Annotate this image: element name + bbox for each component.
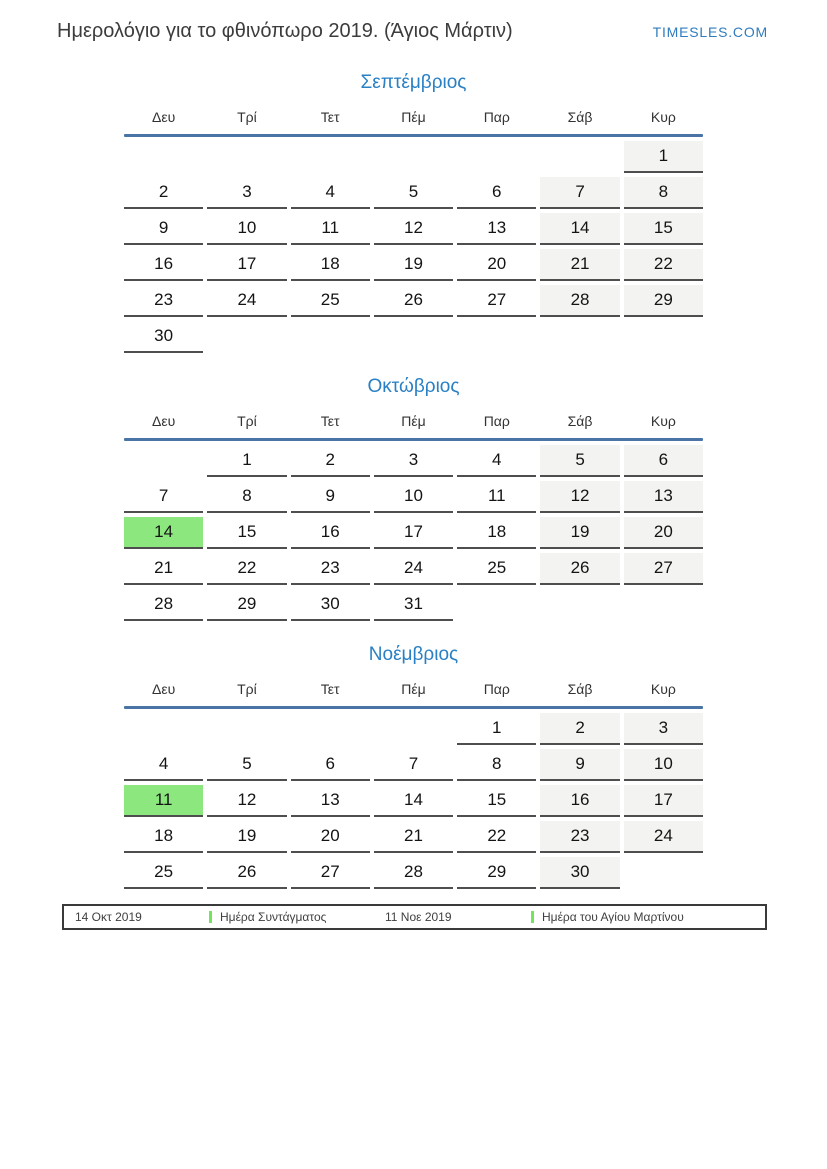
month-2: [124, 375, 703, 621]
day-cell: 26: [207, 857, 286, 889]
week-row: [124, 481, 703, 513]
day-cell: 24: [624, 821, 703, 853]
week-row: [124, 249, 703, 281]
header-divider-line: [124, 438, 703, 441]
day-cell: 6: [291, 749, 370, 781]
day-cell: 13: [457, 213, 536, 245]
day-cell: 6: [624, 445, 703, 477]
week-row: [124, 177, 703, 209]
empty-cell: [624, 589, 703, 621]
day-cell: 20: [457, 249, 536, 281]
day-cell: 21: [124, 553, 203, 585]
day-cell: 3: [624, 713, 703, 745]
day-cell: 28: [374, 857, 453, 889]
week-row: [124, 445, 703, 477]
day-cell: 28: [124, 589, 203, 621]
day-cell: 23: [540, 821, 619, 853]
day-cell: 29: [457, 857, 536, 889]
empty-cell: [457, 321, 536, 353]
weekday-label: Παρ: [483, 413, 510, 429]
weekday-label: Κυρ: [650, 109, 676, 125]
day-cell: 20: [624, 517, 703, 549]
day-cell: 27: [291, 857, 370, 889]
legend-event: [531, 910, 684, 924]
day-cell: 16: [124, 249, 203, 281]
day-cell-highlighted: 14: [124, 517, 203, 549]
day-cell: 2: [540, 713, 619, 745]
day-cell: 21: [540, 249, 619, 281]
empty-cell: [291, 141, 370, 173]
empty-cell: [624, 321, 703, 353]
weekday-label: Δευ: [152, 413, 176, 429]
day-cell: 26: [374, 285, 453, 317]
day-cell: 2: [124, 177, 203, 209]
holiday-marker-icon: [531, 911, 534, 923]
week-row: [124, 785, 703, 817]
weekday-label: Σάβ: [567, 681, 593, 697]
month-title: Σεπτέμβριος: [360, 72, 467, 93]
weeks-grid: [124, 445, 703, 621]
day-cell: 19: [540, 517, 619, 549]
weekday-label: Τρί: [237, 109, 257, 125]
weekday-header-row: [124, 681, 703, 697]
day-cell: 16: [540, 785, 619, 817]
empty-cell: [374, 141, 453, 173]
day-cell: 4: [291, 177, 370, 209]
page-title: Ημερολόγιο για το φθινόπωρο 2019. (Άγιος Μάρτιν): [57, 20, 513, 42]
day-cell: 19: [374, 249, 453, 281]
day-cell: 27: [624, 553, 703, 585]
legend-event-label: Ημέρα του Αγίου Μαρτίνου: [542, 910, 684, 924]
month-title: Νοέμβριος: [368, 644, 459, 665]
empty-cell: [291, 713, 370, 745]
day-cell: 17: [374, 517, 453, 549]
empty-cell: [540, 141, 619, 173]
weekday-label: Δευ: [152, 681, 176, 697]
empty-cell: [291, 321, 370, 353]
weekday-label: Σάβ: [567, 109, 593, 125]
day-cell: 7: [124, 481, 203, 513]
header-divider-line: [124, 134, 703, 137]
day-cell: 25: [291, 285, 370, 317]
day-cell: 18: [457, 517, 536, 549]
day-cell: 8: [624, 177, 703, 209]
day-cell: 25: [124, 857, 203, 889]
day-cell: 30: [540, 857, 619, 889]
day-cell-highlighted: 11: [124, 785, 203, 817]
day-cell: 26: [540, 553, 619, 585]
day-cell: 25: [457, 553, 536, 585]
day-cell: 6: [457, 177, 536, 209]
day-cell: 14: [374, 785, 453, 817]
day-cell: 15: [457, 785, 536, 817]
day-cell: 11: [457, 481, 536, 513]
empty-cell: [124, 445, 203, 477]
day-cell: 13: [291, 785, 370, 817]
day-cell: 12: [540, 481, 619, 513]
empty-cell: [457, 141, 536, 173]
week-row: [124, 589, 703, 621]
day-cell: 30: [124, 321, 203, 353]
week-row: [124, 517, 703, 549]
day-cell: 30: [291, 589, 370, 621]
day-cell: 9: [124, 213, 203, 245]
day-cell: 18: [291, 249, 370, 281]
day-cell: 10: [374, 481, 453, 513]
empty-cell: [624, 857, 703, 889]
day-cell: 9: [540, 749, 619, 781]
day-cell: 11: [291, 213, 370, 245]
day-cell: 18: [124, 821, 203, 853]
empty-cell: [374, 713, 453, 745]
day-cell: 16: [291, 517, 370, 549]
empty-cell: [374, 321, 453, 353]
week-row: [124, 141, 703, 173]
weekday-label: Παρ: [483, 681, 510, 697]
day-cell: 3: [374, 445, 453, 477]
empty-cell: [207, 321, 286, 353]
day-cell: 1: [207, 445, 286, 477]
week-row: [124, 749, 703, 781]
week-row: [124, 553, 703, 585]
weekday-label: Τετ: [320, 681, 340, 697]
day-cell: 13: [624, 481, 703, 513]
day-cell: 5: [374, 177, 453, 209]
day-cell: 29: [207, 589, 286, 621]
weekday-header-row: [124, 413, 703, 429]
weekday-label: Τετ: [320, 109, 340, 125]
weekday-label: Κυρ: [650, 681, 676, 697]
calendar: [124, 71, 703, 889]
day-cell: 22: [624, 249, 703, 281]
page-header: [0, 0, 827, 43]
day-cell: 23: [291, 553, 370, 585]
empty-cell: [540, 589, 619, 621]
week-row: [124, 285, 703, 317]
weekday-label: Πέμ: [401, 681, 426, 697]
weekday-label: Πέμ: [401, 413, 426, 429]
empty-cell: [124, 141, 203, 173]
empty-cell: [540, 321, 619, 353]
day-cell: 10: [207, 213, 286, 245]
day-cell: 4: [124, 749, 203, 781]
day-cell: 31: [374, 589, 453, 621]
day-cell: 1: [457, 713, 536, 745]
day-cell: 15: [624, 213, 703, 245]
day-cell: 5: [207, 749, 286, 781]
weekday-label: Παρ: [483, 109, 510, 125]
day-cell: 22: [457, 821, 536, 853]
day-cell: 24: [374, 553, 453, 585]
day-cell: 29: [624, 285, 703, 317]
weekday-label: Τετ: [320, 413, 340, 429]
legend-date: 11 Νοε 2019: [385, 910, 452, 924]
day-cell: 2: [291, 445, 370, 477]
month-1: [124, 71, 703, 353]
day-cell: 17: [624, 785, 703, 817]
month-title: Οκτώβριος: [367, 376, 460, 397]
week-row: [124, 713, 703, 745]
day-cell: 23: [124, 285, 203, 317]
day-cell: 8: [207, 481, 286, 513]
legend: [62, 904, 767, 930]
week-row: [124, 821, 703, 853]
day-cell: 7: [540, 177, 619, 209]
day-cell: 7: [374, 749, 453, 781]
weekday-label: Τρί: [237, 413, 257, 429]
empty-cell: [124, 713, 203, 745]
day-cell: 24: [207, 285, 286, 317]
day-cell: 19: [207, 821, 286, 853]
weekday-label: Κυρ: [650, 413, 676, 429]
day-cell: 17: [207, 249, 286, 281]
header-divider-line: [124, 706, 703, 709]
week-row: [124, 213, 703, 245]
day-cell: 20: [291, 821, 370, 853]
legend-event-label: Ημέρα Συντάγματος: [220, 910, 327, 924]
day-cell: 15: [207, 517, 286, 549]
empty-cell: [457, 589, 536, 621]
day-cell: 3: [207, 177, 286, 209]
day-cell: 10: [624, 749, 703, 781]
empty-cell: [207, 713, 286, 745]
weekday-label: Δευ: [152, 109, 176, 125]
day-cell: 28: [540, 285, 619, 317]
day-cell: 8: [457, 749, 536, 781]
weekday-label: Τρί: [237, 681, 257, 697]
weeks-grid: [124, 141, 703, 353]
empty-cell: [207, 141, 286, 173]
legend-date: 14 Οκτ 2019: [75, 910, 142, 924]
day-cell: 5: [540, 445, 619, 477]
day-cell: 14: [540, 213, 619, 245]
day-cell: 27: [457, 285, 536, 317]
holiday-marker-icon: [209, 911, 212, 923]
legend-event: [209, 910, 326, 924]
day-cell: 12: [374, 213, 453, 245]
weeks-grid: [124, 713, 703, 889]
day-cell: 9: [291, 481, 370, 513]
day-cell: 4: [457, 445, 536, 477]
day-cell: 12: [207, 785, 286, 817]
day-cell: 21: [374, 821, 453, 853]
week-row: [124, 857, 703, 889]
day-cell: 22: [207, 553, 286, 585]
weekday-label: Πέμ: [401, 109, 426, 125]
brand-link[interactable]: TIMESLES.COM: [652, 23, 768, 40]
weekday-label: Σάβ: [567, 413, 593, 429]
month-3: [124, 643, 703, 889]
weekday-header-row: [124, 109, 703, 125]
week-row: [124, 321, 703, 353]
day-cell: 1: [624, 141, 703, 173]
